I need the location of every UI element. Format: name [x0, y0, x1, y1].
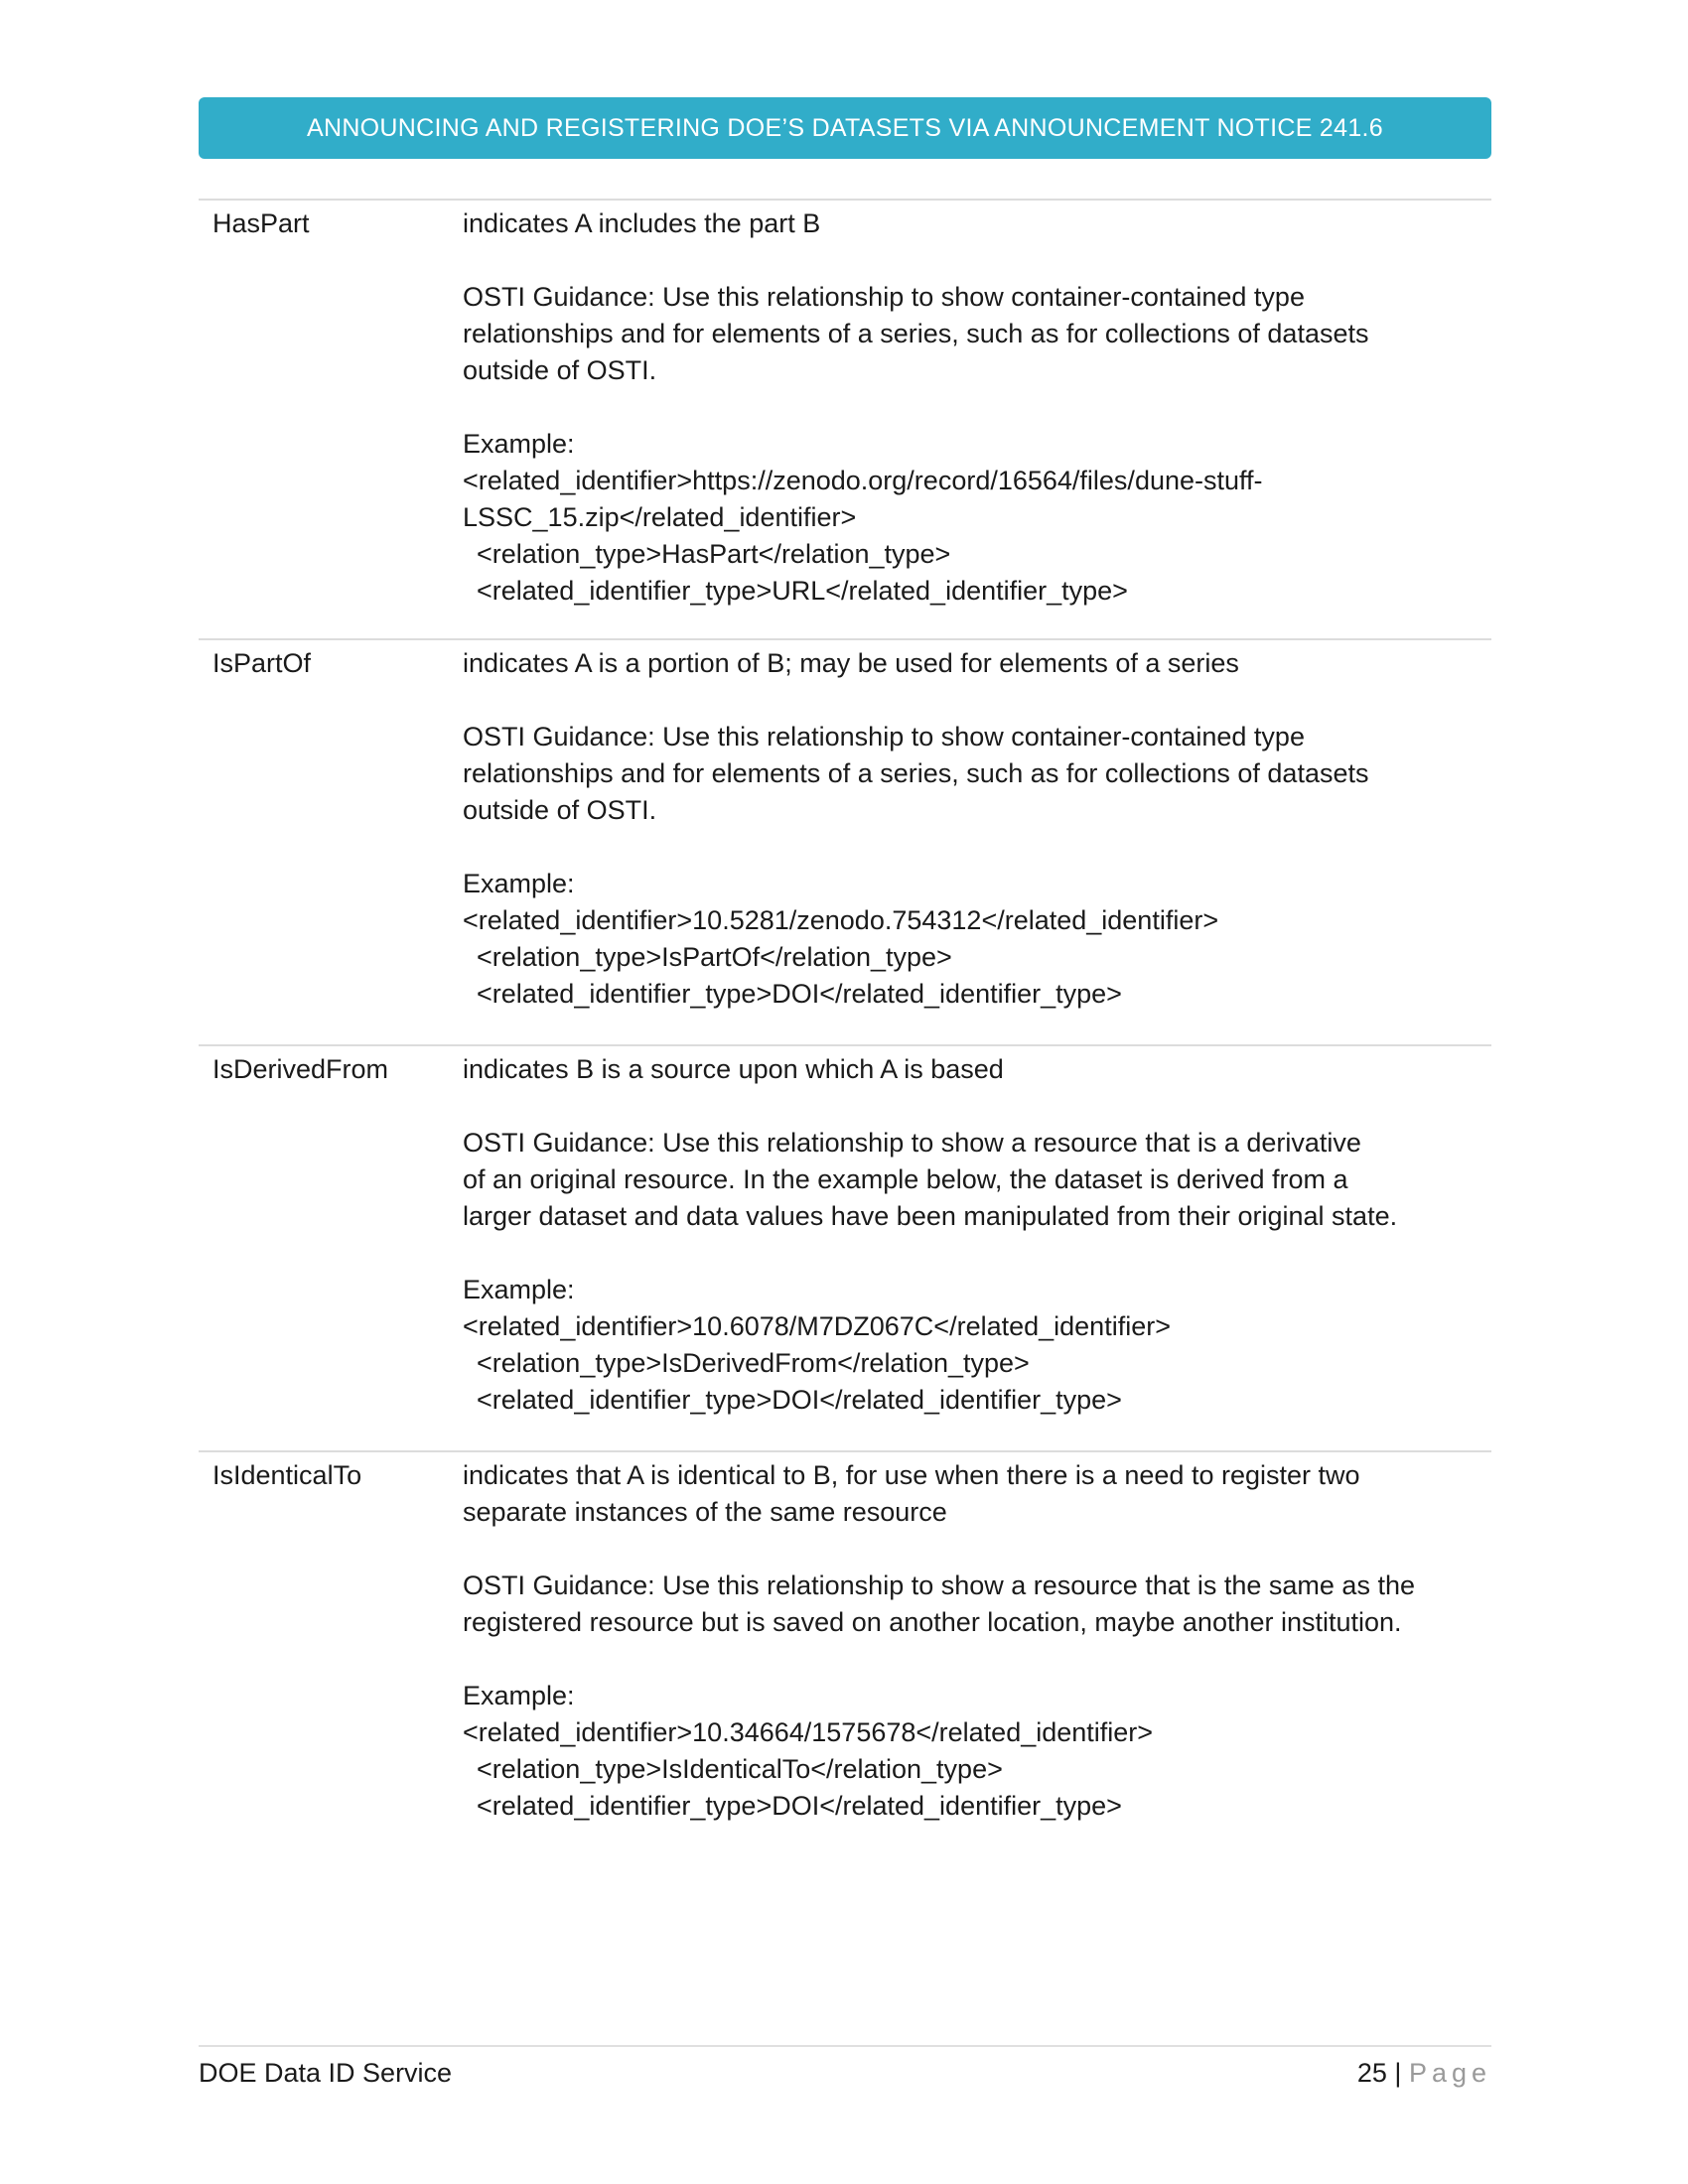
term-isderivedfrom: IsDerivedFrom — [212, 1054, 389, 1084]
guidance-line: OSTI Guidance: Use this relationship to show a resource that is the same as the — [463, 1570, 1415, 1600]
table-row — [199, 1044, 1491, 1450]
definition: indicates A includes the part B — [463, 208, 821, 238]
document-header — [199, 97, 1491, 159]
example-line: LSSC_15.zip</related_identifier> — [463, 502, 857, 532]
page-number: 25 — [1356, 2058, 1387, 2088]
relation-type-table — [199, 199, 1491, 1825]
guidance-line: OSTI Guidance: Use this relationship to show container-contained type — [463, 282, 1305, 312]
definition: indicates B is a source upon which A is based — [463, 1054, 1004, 1084]
page-word: Page — [1408, 2058, 1491, 2088]
example-line: <relation_type>IsDerivedFrom</relation_type> — [477, 1348, 1030, 1378]
term-isidenticalto: IsIdenticalTo — [212, 1460, 362, 1490]
example-label: Example: — [463, 429, 575, 459]
term-haspart: HasPart — [212, 208, 310, 238]
footer-divider — [199, 2045, 1491, 2047]
example-line: <related_identifier_type>DOI</related_identifier_type> — [477, 979, 1122, 1009]
table-row — [199, 1450, 1491, 1825]
example-line: <related_identifier>10.34664/1575678</related_identifier> — [463, 1717, 1154, 1747]
example-label: Example: — [463, 869, 575, 898]
page-number-block — [1357, 2055, 1491, 2092]
table-row — [199, 199, 1491, 638]
guidance-line: larger dataset and data values have been manipulated from their original state. — [463, 1201, 1398, 1231]
definition: indicates A is a portion of B; may be used for elements of a series — [463, 648, 1239, 678]
example-line: <relation_type>HasPart</relation_type> — [477, 539, 951, 569]
header-title: ANNOUNCING AND REGISTERING DOE’S DATASETS VIA ANNOUNCEMENT NOTICE 241.6 — [307, 113, 1383, 142]
example-line: <related_identifier>10.6078/M7DZ067C</related_identifier> — [463, 1311, 1171, 1341]
description-isidenticalto — [463, 1452, 1491, 1825]
guidance-line: outside of OSTI. — [463, 355, 657, 385]
definition: separate instances of the same resource — [463, 1497, 947, 1527]
example-label: Example: — [463, 1275, 575, 1304]
example-line: <relation_type>IsPartOf</relation_type> — [477, 942, 952, 972]
example-line: <related_identifier_type>DOI</related_identifier_type> — [477, 1385, 1122, 1415]
description-haspart — [463, 201, 1491, 638]
guidance-line: outside of OSTI. — [463, 795, 657, 825]
footer-service-name: DOE Data ID Service — [199, 2058, 453, 2088]
guidance-line: registered resource but is saved on another location, maybe another institution. — [463, 1607, 1402, 1637]
guidance-line: OSTI Guidance: Use this relationship to show container-contained type — [463, 722, 1305, 751]
table-row — [199, 638, 1491, 1044]
guidance-line: relationships and for elements of a series, such as for collections of datasets — [463, 319, 1369, 348]
example-line: <related_identifier_type>URL</related_identifier_type> — [477, 576, 1128, 606]
page-separator: | — [1394, 2058, 1402, 2088]
guidance-line: of an original resource. In the example below, the dataset is derived from a — [463, 1164, 1348, 1194]
example-line: <related_identifier>https://zenodo.org/record/16564/files/dune-stuff- — [463, 466, 1263, 495]
example-line: <relation_type>IsIdenticalTo</relation_type> — [477, 1754, 1003, 1784]
example-line: <related_identifier_type>DOI</related_identifier_type> — [477, 1791, 1122, 1821]
definition: indicates that A is identical to B, for use when there is a need to register two — [463, 1460, 1360, 1490]
example-line: <related_identifier>10.5281/zenodo.754312</related_identifier> — [463, 905, 1219, 935]
guidance-line: relationships and for elements of a series, such as for collections of datasets — [463, 758, 1369, 788]
guidance-line: OSTI Guidance: Use this relationship to show a resource that is a derivative — [463, 1128, 1361, 1158]
description-ispartof — [463, 640, 1491, 1044]
term-ispartof: IsPartOf — [212, 648, 312, 678]
description-isderivedfrom — [463, 1046, 1491, 1450]
example-label: Example: — [463, 1681, 575, 1710]
